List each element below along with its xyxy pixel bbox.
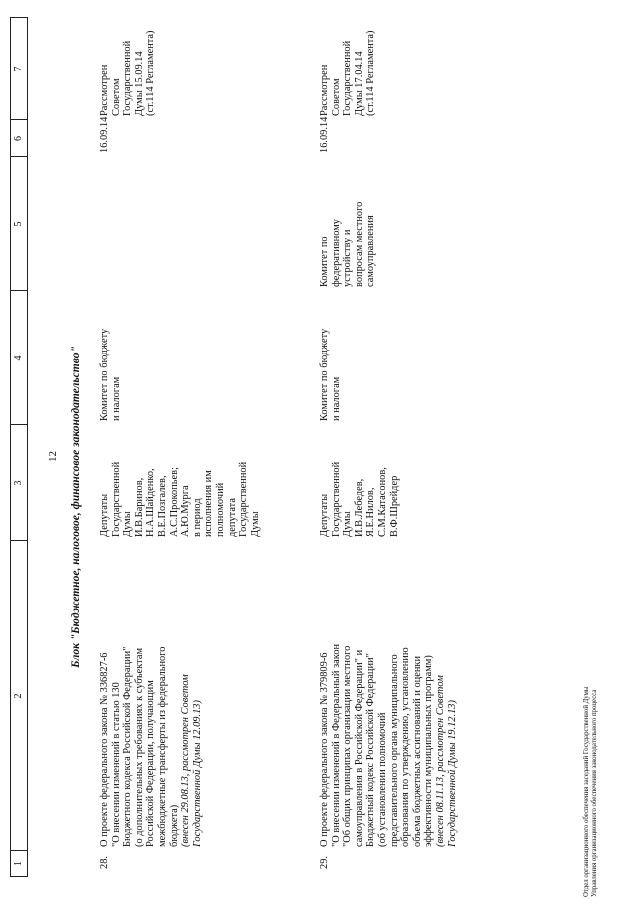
header-col-3: 3: [11, 424, 27, 541]
bill-description: О проекте федерального закона № 336827-6 "О внесении изменений в статью 130 Бюджетного кодекса Российской Федерации" (о дополнительных требованиях к субъектам Российской Федерации, получающим межбюджетные трансферты из федерального бюджета): [99, 646, 180, 847]
table-header-row: [10, 17, 28, 877]
section-title: Блок "Бюджетное, налоговое, финансовое законодательство": [70, 346, 82, 668]
bill-submission-note: (внесен 08.11.13, рассмотрен Советом Государственной Думы 19.12.13): [434, 675, 458, 847]
review-status: Рассмотрен Советом Государственной Думы 15.09.14 (ст.114 Регламента): [99, 30, 157, 116]
bill-authors: Депутаты Государственной Думы И.В.Баринов, Н.А.Шайденко, В.Е.Позгалев, А.С.Прокопьев; А.Ю.Мурга в период исполнения им полномочий депутата Государственной Думы: [99, 461, 261, 537]
table-row-description: [99, 547, 203, 847]
review-date: 16.09.14: [319, 116, 330, 153]
header-col-1: 1: [11, 850, 27, 876]
header-col-6: 6: [11, 119, 27, 157]
table-row-description: [319, 547, 458, 847]
header-col-4: 4: [11, 290, 27, 425]
header-col-5: 5: [11, 156, 27, 291]
row-number: 28.: [99, 856, 110, 869]
responsible-committee: Комитет по бюджету и налогам: [99, 328, 122, 421]
review-status: Рассмотрен Советом Государственной Думы 17.04.14 (ст.114 Регламента): [319, 30, 377, 116]
bill-description: О проекте федерального закона № 379809-6 "О внесении изменений в Федеральный закон "Об общих принципах организации местного самоуправления в Российской Федерации" и Бюджетный кодекс Российской Федерации" (об установлении полномочий представительного органа муниципального образования по утверждению, установлению объема бюджетных ассигнований и оценки эффективности муниципальных программ): [319, 643, 435, 847]
co-executor-committee: Комитет по федеративному устройству и вопросам местного самоуправления: [319, 201, 377, 287]
page-number: 12: [47, 451, 59, 462]
review-date: 16.09.14: [99, 116, 110, 153]
responsible-committee: Комитет по бюджету и налогам: [319, 328, 342, 421]
bill-submission-note: (внесен 29.08.13, рассмотрен Советом Государственной Думы 12.09.13): [180, 674, 203, 847]
bill-authors: Депутаты Государственной Думы И.В.Лебедев, Я.Е.Нилов, С.М.Катасонов, В.Ф.Шрейдер: [319, 461, 400, 537]
row-number: 29.: [319, 856, 330, 869]
header-col-7: 7: [13, 66, 24, 72]
footer-department: Отдел организационного обеспечения заседаний Государственной Думы Управления организационного обеспечения законодательного процесса: [583, 686, 599, 897]
header-col-2: 2: [11, 540, 27, 851]
